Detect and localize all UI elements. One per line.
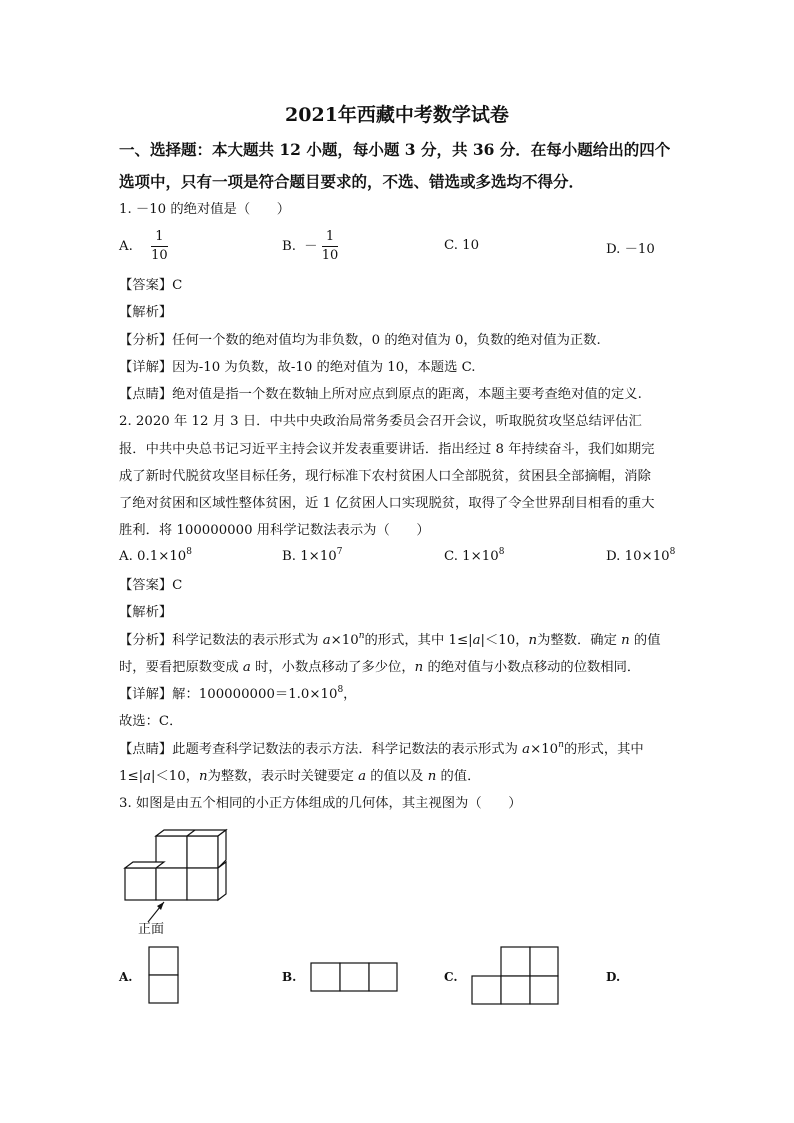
q3-option-c-figure	[471, 946, 561, 1006]
math-var: a	[522, 742, 531, 757]
text: 的值	[629, 633, 661, 648]
q2-xiangjie	[119, 685, 356, 705]
q3-option-a-figure	[148, 946, 180, 1004]
math-var: n	[199, 769, 208, 784]
q2-analysis-heading: 【解析】	[119, 605, 173, 620]
text: |＜10，	[480, 633, 529, 648]
math-var: a	[143, 769, 152, 784]
exponent: 8	[669, 547, 676, 557]
q1-option-a-fraction	[151, 228, 168, 265]
text: 【点睛】此题考查科学记数法的表示方法．科学记数法的表示形式为	[119, 742, 523, 757]
q2-answer: 【答案】C	[119, 578, 183, 593]
math-var: a	[242, 660, 251, 675]
math-var: n	[621, 633, 630, 648]
q3-stem: 3. 如图是由五个相同的小正方体组成的几何体，其主视图为（ ）	[119, 796, 522, 811]
q2-stem-line3: 成了新时代脱贫攻坚目标任务，现行标准下农村贫困人口全部脱贫，贫困县全部摘帽，消除	[119, 469, 651, 484]
q2-option-b-text: B. 1×10	[282, 549, 337, 564]
exponent: 8	[498, 547, 505, 557]
q1-xiangjie: 【详解】因为-10 为负数，故-10 的绝对值为 10，本题选 C.	[119, 360, 476, 375]
math-var: n	[414, 660, 424, 675]
math-var: n	[358, 631, 365, 641]
q2-option-d	[606, 549, 675, 564]
exponent: 7	[336, 547, 343, 557]
exponent: 8	[337, 685, 344, 695]
q2-stem-line1: 2. 2020 年 12 月 3 日．中共中央政治局常务委员会召开会议，听取脱贫攻坚总结评估汇	[119, 414, 642, 429]
q2-option-a-text: A. 0.1×10	[119, 549, 187, 564]
math-var: a	[358, 769, 367, 784]
text: ×10	[330, 633, 359, 648]
q1-option-d: D. －10	[606, 242, 655, 257]
q2-option-d-text: D. 10×10	[606, 549, 670, 564]
text: 【分析】科学记数法的表示形式为	[119, 633, 323, 648]
q2-dianjing-line2	[119, 767, 480, 787]
q1-option-a-label: A.	[119, 239, 133, 254]
fraction-numerator: 1	[322, 228, 339, 247]
math-var: n	[528, 633, 538, 648]
fraction-denominator: 10	[321, 248, 339, 263]
page-title: 2021年西藏中考数学试卷	[285, 104, 509, 126]
q1-analysis-heading: 【解析】	[119, 305, 173, 320]
math-var: a	[322, 633, 331, 648]
q1-option-c: C. 10	[444, 238, 480, 253]
text: 的绝对值与小数点移动的位数相同．	[423, 660, 641, 675]
text: 的形式，其中	[563, 742, 644, 757]
text: |＜10，	[151, 769, 200, 784]
q3-option-b-figure	[310, 962, 400, 992]
q2-stem-line5: 胜利．将 100000000 用科学记数法表示为（ ）	[119, 523, 430, 538]
text: 为整数．确定	[537, 633, 622, 648]
math-var: a	[472, 633, 481, 648]
text: 的值以及	[366, 769, 428, 784]
math-var: n	[558, 740, 564, 750]
q2-option-b	[282, 549, 342, 564]
text: 的形式，其中 1≤|	[364, 633, 473, 648]
q2-option-c	[444, 549, 504, 564]
math-var: n	[427, 769, 437, 784]
q2-stem-line2: 报．中共中央总书记习近平主持会议并发表重要讲话．指出经过 8 年持续奋斗，我们如期完	[119, 442, 655, 457]
q1-option-b-label: B.	[282, 239, 296, 254]
q3-option-c-label: C.	[444, 970, 458, 984]
text: 1≤|	[119, 769, 144, 784]
text: 【详解】解：100000000＝1.0×10	[119, 687, 338, 702]
q1-option-a	[119, 228, 168, 265]
q1-dianjing: 【点睛】绝对值是指一个数在数轴上所对应点到原点的距离，本题主要考查绝对值的定义.	[119, 387, 642, 402]
fraction-numerator: 1	[151, 228, 168, 247]
q2-fenxi-line1	[119, 631, 661, 651]
text: 时，小数点移动了多少位，	[250, 660, 415, 675]
q1-answer: 【答案】C	[119, 278, 183, 293]
q1-option-b-sign: －	[304, 239, 318, 254]
q3-option-a-label: A.	[119, 970, 133, 984]
section-heading-line1: 一、选择题：本大题共 12 小题，每小题 3 分，共 36 分．在每小题给出的四个	[119, 140, 671, 159]
q1-stem: 1. －10 的绝对值是（ ）	[119, 202, 291, 217]
q2-dianjing-line1	[119, 740, 644, 760]
text: 的值．	[436, 769, 481, 784]
text: 时，要看把原数变成	[119, 660, 243, 675]
q1-fenxi: 【分析】任何一个数的绝对值均为非负数，0 的绝对值为 0，负数的绝对值为正数.	[119, 333, 601, 348]
q2-stem-line4: 了绝对贫困和区域性整体贫困，近 1 亿贫困人口实现脱贫，取得了令全世界刮目相看的重大	[119, 496, 655, 511]
text: ，	[343, 687, 357, 702]
q3-option-b-label: B.	[282, 970, 297, 984]
front-view-label: 正面	[138, 922, 165, 937]
q2-guxuan: 故选：C．	[119, 714, 183, 729]
q2-fenxi-line2	[119, 658, 640, 678]
text: ×10	[530, 742, 559, 757]
section-heading-line2: 选项中，只有一项是符合题目要求的，不选、错选或多选均不得分．	[119, 172, 585, 191]
q1-option-b-fraction	[322, 228, 339, 265]
exponent: 8	[186, 547, 192, 557]
text: 为整数，表示时关键要定	[207, 769, 359, 784]
fraction-denominator: 10	[151, 248, 168, 263]
q2-option-a	[119, 549, 192, 564]
q2-option-c-text: C. 1×10	[444, 549, 499, 564]
q3-option-d-label: D.	[606, 970, 621, 984]
q1-option-b	[282, 228, 338, 265]
